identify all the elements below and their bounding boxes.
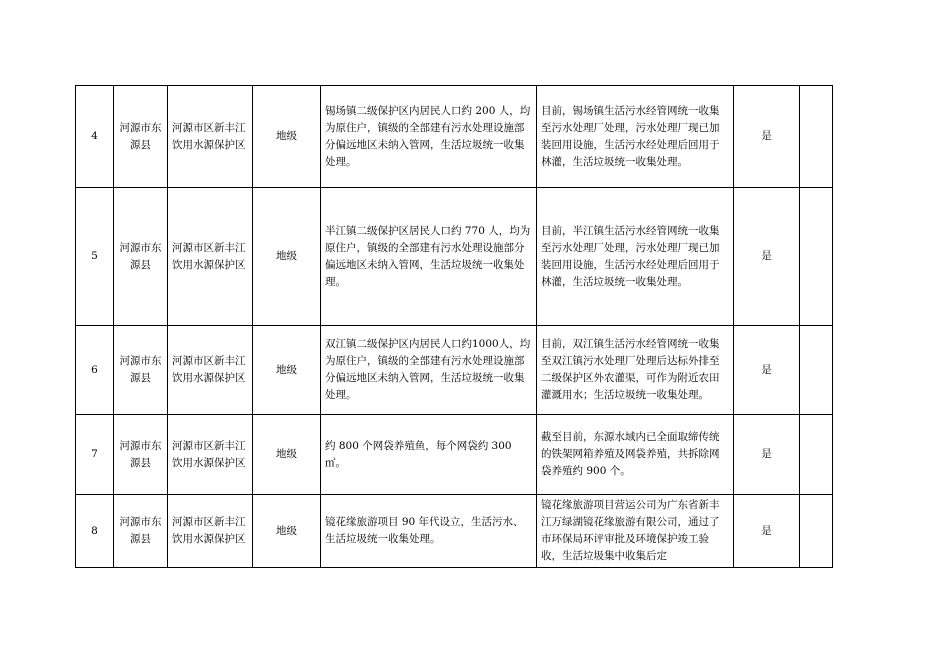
protection-area-cell: 河源市区新丰江饮用水源保护区 xyxy=(168,495,253,568)
table-row xyxy=(76,188,833,326)
status-cell: 目前，锡场镇生活污水经管网统一收集至污水处理厂处理，污水处理厂现已加装回用设施，生活污水经处理后回用于林灌，生活垃圾统一收集处理。 xyxy=(537,86,734,188)
table-row xyxy=(76,495,833,568)
county-cell: 河源市东源县 xyxy=(114,188,168,326)
row-number: 6 xyxy=(76,326,114,415)
county-cell: 河源市东源县 xyxy=(114,86,168,188)
county-cell: 河源市东源县 xyxy=(114,326,168,415)
level-cell: 地级 xyxy=(253,495,321,568)
completed-cell: 是 xyxy=(734,326,800,415)
row-number: 5 xyxy=(76,188,114,326)
protection-area-cell: 河源市区新丰江饮用水源保护区 xyxy=(168,86,253,188)
level-cell: 地级 xyxy=(253,188,321,326)
issue-cell: 锡场镇二级保护区内居民人口约 200 人，均为原住户，镇级的全部建有污水处理设施部分偏远地区未纳入管网，生活垃圾统一收集处理。 xyxy=(321,86,537,188)
completed-cell: 是 xyxy=(734,86,800,188)
remark-cell xyxy=(800,326,833,415)
protection-area-cell: 河源市区新丰江饮用水源保护区 xyxy=(168,415,253,495)
remark-cell xyxy=(800,415,833,495)
table-row xyxy=(76,326,833,415)
status-cell: 镜花缘旅游项目营运公司为广东省新丰江万绿湖镜花缘旅游有限公司，通过了市环保局环评审批及环境保护竣工验收，生活垃圾集中收集后定 xyxy=(537,495,734,568)
row-number: 4 xyxy=(76,86,114,188)
protection-area-cell: 河源市区新丰江饮用水源保护区 xyxy=(168,326,253,415)
status-cell: 目前，双江镇生活污水经管网统一收集至双江镇污水处理厂处理后达标外排至二级保护区外农灌渠，可作为附近农田灌溉用水；生活垃圾统一收集处理。 xyxy=(537,326,734,415)
county-cell: 河源市东源县 xyxy=(114,415,168,495)
remark-cell xyxy=(800,188,833,326)
issue-cell: 双江镇二级保护区内居民人口约1000人，均为原住户，镇级的全部建有污水处理设施部分偏远地区未纳入管网，生活垃圾统一收集处理。 xyxy=(321,326,537,415)
completed-cell: 是 xyxy=(734,495,800,568)
issue-cell: 半江镇二级保护区居民人口约 770 人，均为原住户，镇级的全部建有污水处理设施部分偏远地区未纳入管网，生活垃圾统一收集处理。 xyxy=(321,188,537,326)
row-number: 8 xyxy=(76,495,114,568)
issue-cell: 约 800 个网袋养殖鱼，每个网袋约 300 ㎡。 xyxy=(321,415,537,495)
level-cell: 地级 xyxy=(253,415,321,495)
issue-cell: 镜花缘旅游项目 90 年代设立，生活污水、生活垃圾统一收集处理。 xyxy=(321,495,537,568)
level-cell: 地级 xyxy=(253,86,321,188)
protection-area-cell: 河源市区新丰江饮用水源保护区 xyxy=(168,188,253,326)
table-row xyxy=(76,415,833,495)
remark-cell xyxy=(800,495,833,568)
status-cell: 目前，半江镇生活污水经管网统一收集至污水处理厂处理，污水处理厂现已加装回用设施，生活污水经处理后回用于林灌，生活垃圾统一收集处理。 xyxy=(537,188,734,326)
status-cell: 截至目前，东源水域内已全面取缔传统的铁架网箱养殖及网袋养殖，共拆除网袋养殖约 900 个。 xyxy=(537,415,734,495)
table-row xyxy=(76,86,833,188)
county-cell: 河源市东源县 xyxy=(114,495,168,568)
level-cell: 地级 xyxy=(253,326,321,415)
row-number: 7 xyxy=(76,415,114,495)
data-table xyxy=(75,85,833,568)
remark-cell xyxy=(800,86,833,188)
completed-cell: 是 xyxy=(734,415,800,495)
completed-cell: 是 xyxy=(734,188,800,326)
